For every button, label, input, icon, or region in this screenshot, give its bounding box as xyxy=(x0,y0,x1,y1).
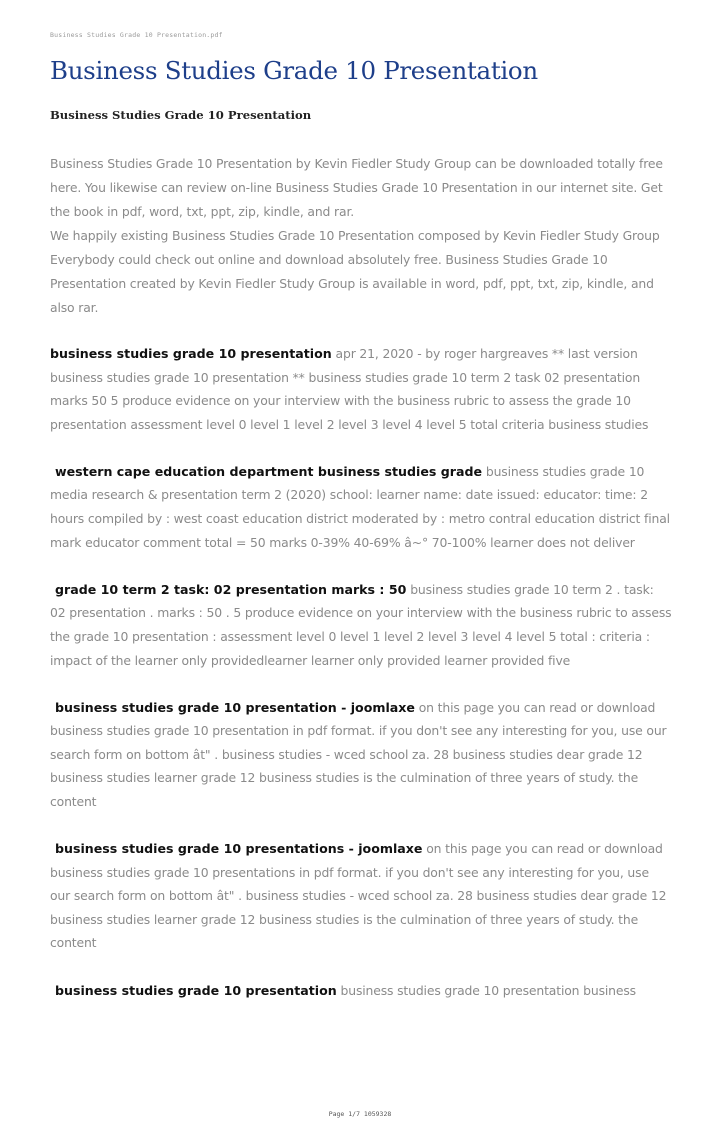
result-item xyxy=(50,979,672,1003)
result-item xyxy=(50,578,672,672)
result-snippet: apr 21, 2020 - by roger hargreaves ** last version business studies grade 10 presentation ** business studies grade 10 term 2 task 02 presentation marks 50 5 produce evidence on your interview with the business rubric to assess the grade 10 presentation assessment level 0 level 1 level 2 level 3 level 4 level 5 total criteria business studies xyxy=(50,346,649,432)
result-title[interactable]: business studies grade 10 presentation xyxy=(55,982,337,998)
result-item xyxy=(50,696,672,814)
result-item xyxy=(50,342,672,436)
result-title[interactable]: business studies grade 10 presentation - joomlaxe xyxy=(55,699,415,715)
result-title[interactable]: western cape education department business studies grade xyxy=(55,463,483,479)
running-header-filename: Business Studies Grade 10 Presentation.pdf xyxy=(50,31,223,39)
result-title[interactable]: business studies grade 10 presentation xyxy=(50,346,332,361)
intro-paragraph-1: Business Studies Grade 10 Presentation by Kevin Fiedler Study Group can be downloaded totally free here. You likewise can review on-line Business Studies Grade 10 Presentation in our internet site. Get the book in pdf, word, txt, ppt, zip, kindle, and rar. xyxy=(50,156,663,219)
page-footer: Page 1/7 1059328 xyxy=(328,1110,392,1118)
result-snippet: business studies grade 10 media research & presentation term 2 (2020) school: learner name: date issued: educator: time: 2 hours compiled by : west coast education district moderated by : metro contral education district final mark educator comment total = 50 marks 0-39% 40-69% â~° 70-100% learner does not deliver xyxy=(50,463,670,550)
result-snippet: on this page you can read or download business studies grade 10 presentations in pdf format. if you don't see any interesting for you, use our search form on bottom ât" . business studies - wced school za. 28 business studies dear grade 12 business studies learner grade 12 business studies is the culmination of three years of study. the content xyxy=(50,841,667,951)
result-snippet: business studies grade 10 presentation business xyxy=(340,982,636,998)
result-item xyxy=(50,837,672,955)
intro-section xyxy=(50,152,672,320)
result-title[interactable]: business studies grade 10 presentations - joomlaxe xyxy=(55,841,423,857)
results-list xyxy=(50,342,672,1026)
document-title: Business Studies Grade 10 Presentation xyxy=(50,56,538,85)
intro-paragraph-2: We happily existing Business Studies Grade 10 Presentation composed by Kevin Fiedler Study Group Everybody could check out online and download absolutely free. Business Studies Grade 10 Presentation created by Kevin Fiedler Study Group is available in word, pdf, ppt, txt, zip, kindle, and also rar. xyxy=(50,228,660,315)
result-item xyxy=(50,460,672,554)
result-snippet: business studies grade 10 term 2 . task: 02 presentation . marks : 50 . 5 produce evidence on your interview with the business rubric to assess the grade 10 presentation : assessment level 0 level 1 level 2 level 3 level 4 level 5 total : criteria : impact of the learner only providedlearner learner only provided learner provided five xyxy=(50,581,672,668)
document-subtitle: Business Studies Grade 10 Presentation xyxy=(50,108,312,122)
result-title[interactable]: grade 10 term 2 task: 02 presentation marks : 50 xyxy=(55,581,407,597)
result-snippet: on this page you can read or download business studies grade 10 presentation in pdf format. if you don't see any interesting for you, use our search form on bottom ât" . business studies - wced school za. 28 business studies dear grade 12 business studies learner grade 12 business studies is the culmination of three years of study. the content xyxy=(50,699,667,809)
